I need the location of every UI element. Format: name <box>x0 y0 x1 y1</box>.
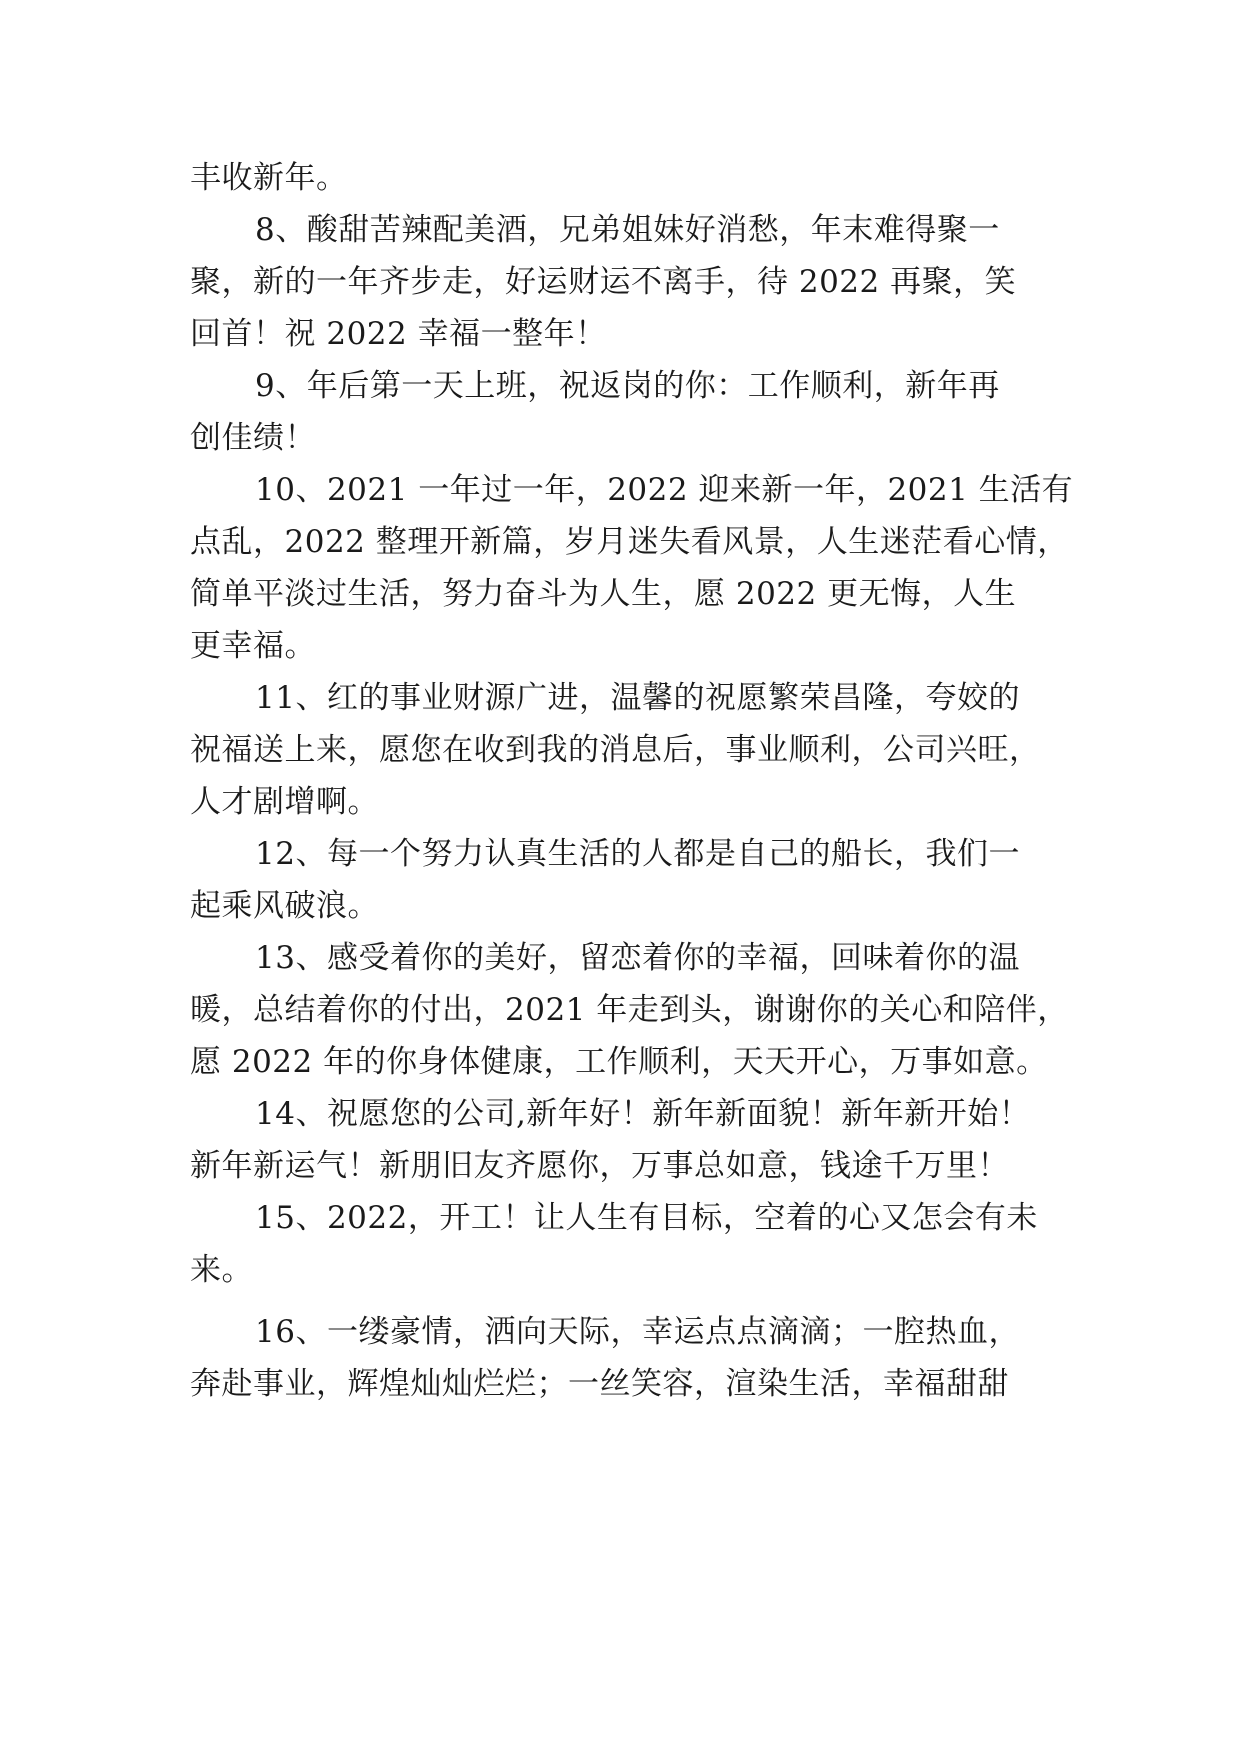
text-line: 新年新运气！新朋旧友齐愿你，万事总如意，钱途千万里！ <box>190 1148 1009 1184</box>
paragraph-line: 15、2022，开工！让人生有目标，空着的心又怎会有未 <box>255 1200 1038 1236</box>
text-line: 起乘风破浪。 <box>190 888 379 924</box>
paragraph-line: 10、2021 一年过一年，2022 迎来新一年，2021 生活有 <box>255 472 1074 508</box>
text-line: 点乱，2022 整理开新篇，岁月迷失看风景，人生迷茫看心情， <box>190 524 1069 560</box>
text-line: 人才剧增啊。 <box>190 784 379 820</box>
paragraph-line: 14、祝愿您的公司,新年好！新年新面貌！新年新开始！ <box>255 1096 1031 1132</box>
text-line: 祝福送上来，愿您在收到我的消息后，事业顺利，公司兴旺， <box>190 732 1041 768</box>
text-line: 暖，总结着你的付出，2021 年走到头，谢谢你的关心和陪伴， <box>190 992 1069 1028</box>
paragraph-line: 13、感受着你的美好，留恋着你的幸福，回味着你的温 <box>255 940 1020 976</box>
text-line: 创佳绩！ <box>190 420 316 456</box>
text-line: 丰收新年。 <box>190 160 348 196</box>
text-line: 来。 <box>190 1252 253 1288</box>
text-line: 简单平淡过生活，努力奋斗为人生，愿 2022 更无悔，人生 <box>190 576 1017 612</box>
paragraph-line: 9、年后第一天上班，祝返岗的你：工作顺利，新年再 <box>255 368 1000 404</box>
paragraph-line: 16、一缕豪情，洒向天际，幸运点点滴滴；一腔热血， <box>255 1314 1020 1350</box>
text-line: 愿 2022 年的你身体健康，工作顺利，天天开心，万事如意。 <box>190 1044 1048 1080</box>
text-line: 回首！祝 2022 幸福一整年！ <box>190 316 607 352</box>
paragraph-line: 8、酸甜苦辣配美酒，兄弟姐妹好消愁，年末难得聚一 <box>255 212 1000 248</box>
text-line: 奔赴事业，辉煌灿灿烂烂；一丝笑容，渲染生活，幸福甜甜 <box>190 1366 1009 1402</box>
text-line: 聚，新的一年齐步走，好运财运不离手，待 2022 再聚，笑 <box>190 264 1017 300</box>
paragraph-line: 11、红的事业财源广进，温馨的祝愿繁荣昌隆，夸姣的 <box>255 680 1020 716</box>
paragraph-line: 12、每一个努力认真生活的人都是自己的船长，我们一 <box>255 836 1020 872</box>
text-line: 更幸福。 <box>190 628 316 664</box>
